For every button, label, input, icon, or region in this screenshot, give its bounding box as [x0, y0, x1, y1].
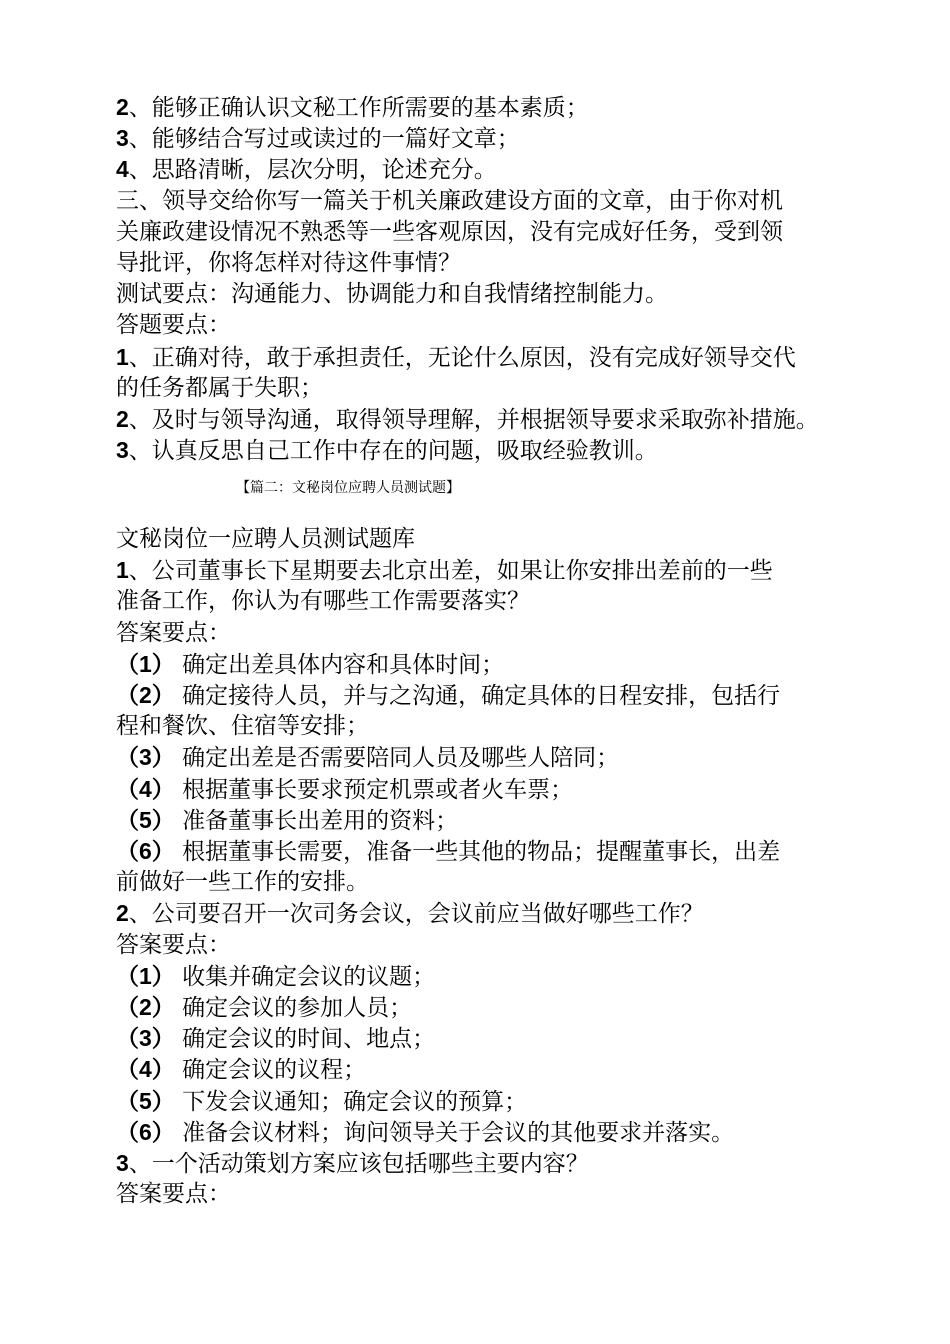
line-text: 根据董事长要求预定机票或者火车票；	[174, 776, 574, 803]
line-text: 文秘岗位一应聘人员测试题库	[116, 526, 415, 552]
item-number: （3）	[116, 1025, 175, 1052]
item-number: 2	[116, 94, 129, 120]
line-text: 、公司董事长下星期要去北京出差，如果让你安排出差前的一些	[128, 558, 773, 585]
text-line	[116, 342, 796, 374]
item-number: （6）	[116, 838, 175, 864]
text-line	[116, 680, 780, 712]
line-text: 答案要点：	[116, 619, 231, 646]
text-line	[116, 1086, 527, 1118]
text-line	[116, 618, 231, 649]
line-text: 收集并确定会议的议题；	[174, 963, 436, 990]
text-line	[116, 1148, 589, 1180]
line-text: 程和餐饮、住宿等安排；	[116, 713, 369, 740]
line-text: 关廉政建设情况不熟悉等一些客观原因，没有完成好任务，受到领	[116, 218, 783, 245]
text-line	[116, 92, 589, 124]
text-line	[116, 867, 369, 898]
line-text: 确定会议的议程；	[174, 1057, 367, 1084]
item-number: （5）	[116, 806, 175, 833]
text-line	[116, 649, 504, 681]
text-line	[116, 123, 520, 155]
line-text: 、能够结合写过或读过的一篇好文章；	[128, 126, 520, 153]
text-line	[116, 961, 435, 993]
line-text: 前做好一些工作的安排。	[116, 869, 369, 896]
line-text: 的任务都属于失职；	[116, 374, 323, 401]
text-line	[116, 742, 619, 774]
text-line	[116, 279, 668, 310]
text-line	[116, 524, 415, 555]
text-line	[116, 373, 323, 404]
text-line	[116, 1054, 366, 1086]
line-text: 确定接待人员，并与之沟通，确定具体的日程安排，包括行	[174, 683, 781, 709]
text-line	[116, 310, 231, 341]
line-text: 测试要点：沟通能力、协调能力和自我情绪控制能力。	[116, 281, 668, 308]
text-line	[116, 774, 573, 806]
line-text: 、正确对待，敢于承担责任，无论什么原因，没有完成好领导交代	[128, 344, 796, 371]
item-number: 3	[116, 437, 129, 464]
line-text: 确定会议的时间、地点；	[174, 1026, 436, 1053]
line-text: 确定出差是否需要陪同人员及哪些人陪同；	[174, 745, 620, 772]
line-text: 、及时与领导沟通，取得领导理解，并根据领导要求采取弥补措施。	[128, 407, 819, 433]
line-text: 答案要点：	[116, 1181, 231, 1208]
line-text: 确定会议的参加人员；	[174, 995, 413, 1021]
section-heading: 【篇二：文秘岗位应聘人员测试题】	[236, 480, 460, 496]
item-number: （1）	[116, 962, 175, 989]
text-line	[116, 992, 412, 1024]
line-text: 、认真反思自己工作中存在的问题，吸取经验教训。	[128, 438, 658, 465]
item-number: （5）	[116, 1087, 175, 1114]
item-number: （4）	[116, 775, 175, 802]
item-number: （3）	[116, 744, 175, 771]
text-line	[116, 404, 819, 436]
line-text: 答案要点：	[116, 931, 231, 958]
line-text: 、思路清晰，层次分明，论述充分。	[128, 157, 497, 184]
text-line	[116, 898, 704, 930]
text-line	[116, 1023, 435, 1055]
item-number: 3	[116, 1150, 129, 1176]
item-number: （2）	[116, 682, 175, 708]
line-text: 准备董事长出差用的资料；	[174, 807, 459, 834]
line-text: 根据董事长需要，准备一些其他的物品；提醒董事长，出差	[174, 839, 781, 865]
text-line	[116, 435, 658, 467]
line-text: 导批评，你将怎样对待这件事情？	[116, 250, 461, 276]
text-line	[116, 1117, 734, 1149]
text-line	[116, 711, 369, 742]
line-text: 三、领导交给你写一篇关于机关廉政建设方面的文章，由于你对机	[116, 187, 783, 214]
text-line	[116, 154, 497, 186]
text-line	[116, 836, 780, 868]
item-number: （4）	[116, 1056, 175, 1083]
text-line	[116, 248, 461, 279]
text-line	[116, 930, 231, 961]
item-number: 4	[116, 156, 129, 183]
text-line	[116, 586, 530, 617]
line-text: 、能够正确认识文秘工作所需要的基本素质；	[128, 95, 589, 121]
item-number: （2）	[116, 994, 175, 1020]
item-number: 3	[116, 125, 129, 152]
item-number: （6）	[116, 1118, 175, 1145]
text-line	[116, 217, 783, 248]
text-line	[116, 555, 773, 587]
item-number: 2	[116, 900, 129, 927]
line-text: 准备工作，你认为有哪些工作需要落实？	[116, 588, 530, 615]
item-number: 1	[116, 557, 129, 584]
item-number: 2	[116, 406, 129, 432]
text-line	[116, 805, 458, 837]
line-text: 、公司要召开一次司务会议，会议前应当做好哪些工作？	[128, 901, 704, 928]
line-text: 、一个活动策划方案应该包括哪些主要内容？	[128, 1151, 589, 1177]
line-text: 准备会议材料；询问领导关于会议的其他要求并落实。	[174, 1119, 735, 1146]
text-line	[116, 1179, 231, 1210]
line-text: 确定出差具体内容和具体时间；	[174, 651, 505, 678]
line-text: 答题要点：	[116, 312, 231, 339]
item-number: （1）	[116, 650, 175, 677]
line-text: 下发会议通知；确定会议的预算；	[174, 1088, 528, 1115]
item-number: 1	[116, 343, 129, 370]
text-line	[116, 186, 783, 217]
